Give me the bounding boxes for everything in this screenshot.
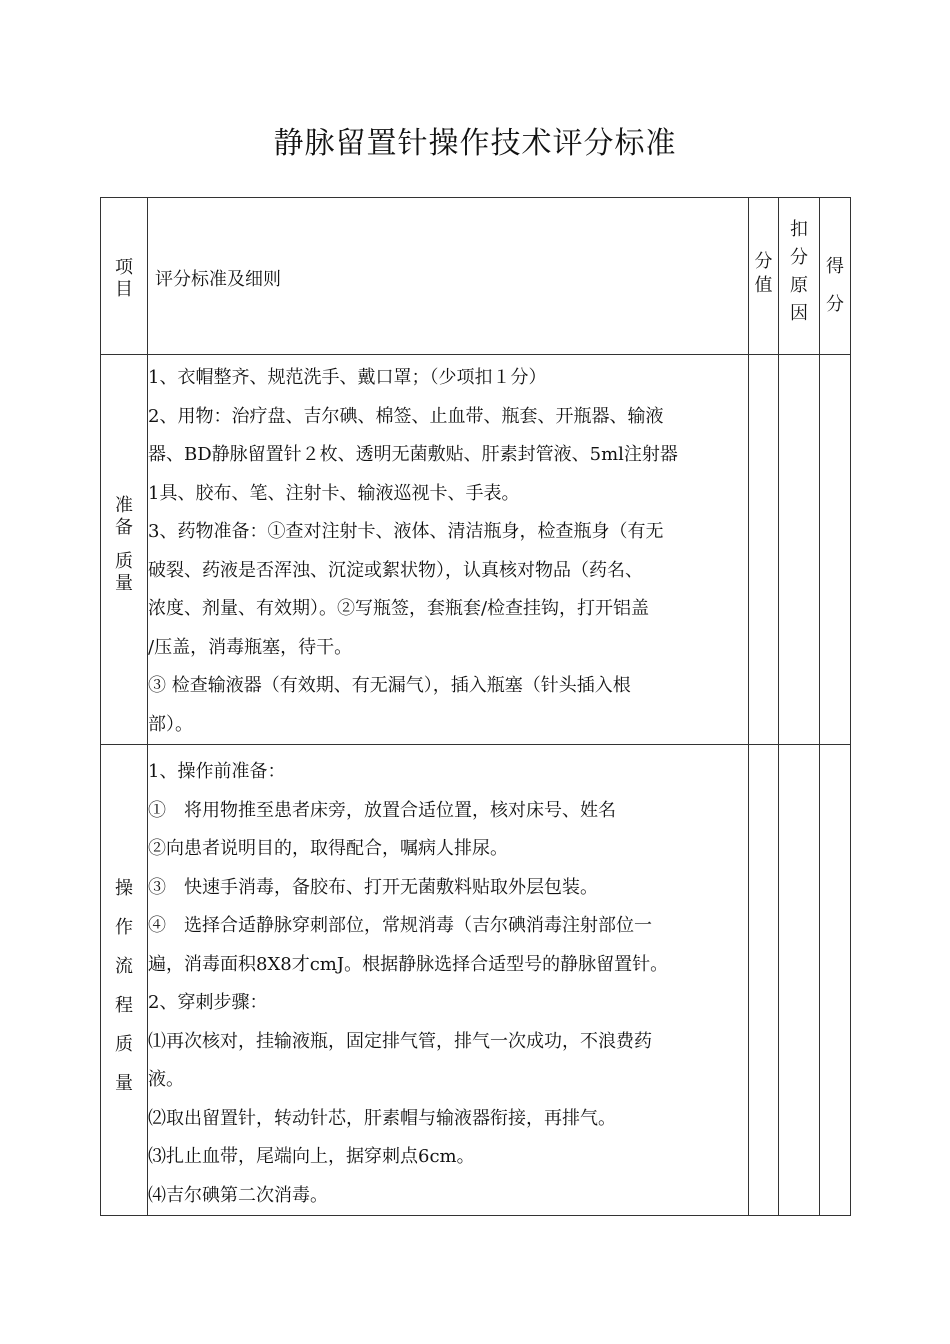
header-deduct-char: 分 xyxy=(790,247,808,268)
section-row-preparation xyxy=(101,355,851,745)
section-label-char: 质 xyxy=(115,551,133,572)
criteria-line: ④ 选择合适静脉穿刺部位，常规消毒（吉尔碘消毒注射部位一 xyxy=(148,915,652,936)
criteria-line: 2、用物：治疗盘、吉尔碘、棉签、止血带、瓶套、开瓶器、输液 xyxy=(148,405,664,427)
header-deduct-reason xyxy=(779,198,820,355)
section-label-char: 准 xyxy=(115,495,133,516)
criteria-line: 浓度、剂量、有效期）。②写瓶签，套瓶套/检查挂钩，打开铝盖 xyxy=(148,598,650,619)
section-label-char: 流 xyxy=(115,956,133,977)
section-label-char: 量 xyxy=(115,573,133,594)
header-score-char: 值 xyxy=(754,275,773,296)
section-label-preparation xyxy=(101,355,148,745)
header-criteria xyxy=(148,198,749,355)
criteria-line: 遍，消毒面积8X8才cmJ。根据静脉选择合适型号的静脉留置针。 xyxy=(148,953,669,975)
criteria-line: ③ 快速手消毒，备胶布、打开无菌敷料贴取外层包装。 xyxy=(148,876,598,898)
score-cell[interactable] xyxy=(749,745,779,1216)
section-label-char: 作 xyxy=(115,917,133,938)
criteria-line: 2、穿刺步骤： xyxy=(148,992,268,1013)
header-score xyxy=(749,198,779,355)
scoring-table xyxy=(100,197,851,1216)
table-header-row xyxy=(101,198,851,355)
section-label-char: 备 xyxy=(115,517,133,538)
section-label-char: 操 xyxy=(115,878,133,899)
criteria-line: 破裂、药液是否浑浊、沉淀或絮状物），认真核对物品（药名、 xyxy=(148,559,643,581)
header-deduct-char: 因 xyxy=(790,303,808,324)
criteria-line: ⑶扎止血带，尾端向上，据穿刺点6cm。 xyxy=(148,1146,475,1167)
deduct-reason-cell[interactable] xyxy=(779,745,820,1216)
criteria-line: ① 将用物推至患者床旁，放置合适位置，核对床号、姓名 xyxy=(148,799,616,821)
obtained-cell[interactable] xyxy=(820,745,851,1216)
deduct-reason-cell[interactable] xyxy=(779,355,820,745)
criteria-line: 1、操作前准备： xyxy=(148,761,286,782)
document-title: 静脉留置针操作技术评分标准 xyxy=(273,126,677,161)
header-deduct-char: 扣 xyxy=(790,219,808,240)
section-label-char: 质 xyxy=(115,1034,133,1055)
header-obtained-char: 分 xyxy=(826,294,844,315)
criteria-line: ⑷吉尔碘第二次消毒。 xyxy=(148,1184,328,1206)
header-item xyxy=(101,198,148,355)
header-obtained xyxy=(820,198,851,355)
section-criteria-operation xyxy=(148,745,749,1216)
criteria-line: ⑴再次核对，挂输液瓶，固定排气管，排气一次成功，不浪费药 xyxy=(148,1030,652,1052)
header-item-char: 目 xyxy=(115,279,133,300)
criteria-line: 1、衣帽整齐、规范洗手、戴口罩；（少项扣１分） xyxy=(148,367,547,388)
header-score-char: 分 xyxy=(754,251,773,272)
criteria-line: ⑵取出留置针，转动针芯，肝素帽与输液器衔接，再排气。 xyxy=(148,1107,616,1129)
criteria-line: 1具、胶布、笔、注射卡、输液巡视卡、手表。 xyxy=(148,482,520,504)
header-criteria-label: 评分标准及细则 xyxy=(155,269,281,290)
criteria-line: 器、BD静脉留置针２枚、透明无菌敷贴、肝素封管液、5ml注射器 xyxy=(148,444,678,465)
header-deduct-char: 原 xyxy=(790,275,808,296)
criteria-line: 液。 xyxy=(148,1069,184,1090)
header-item-char: 项 xyxy=(115,257,133,278)
criteria-line: 3、药物准备：①查对注射卡、液体、清洁瓶身，检查瓶身（有无 xyxy=(148,521,664,542)
section-criteria-preparation xyxy=(148,355,749,745)
section-label-char: 量 xyxy=(115,1073,133,1094)
obtained-cell[interactable] xyxy=(820,355,851,745)
section-label-operation xyxy=(101,745,148,1216)
score-cell[interactable] xyxy=(749,355,779,745)
criteria-line: /压盖，消毒瓶塞，待干。 xyxy=(148,636,353,658)
criteria-line: 部）。 xyxy=(148,713,193,735)
criteria-line: ②向患者说明目的，取得配合，嘱病人排尿。 xyxy=(148,838,508,859)
section-label-char: 程 xyxy=(115,995,133,1016)
section-row-operation xyxy=(101,745,851,1216)
criteria-line: ③ 检查输液器（有效期、有无漏气），插入瓶塞（针头插入根 xyxy=(148,675,631,696)
header-obtained-char: 得 xyxy=(826,256,844,277)
